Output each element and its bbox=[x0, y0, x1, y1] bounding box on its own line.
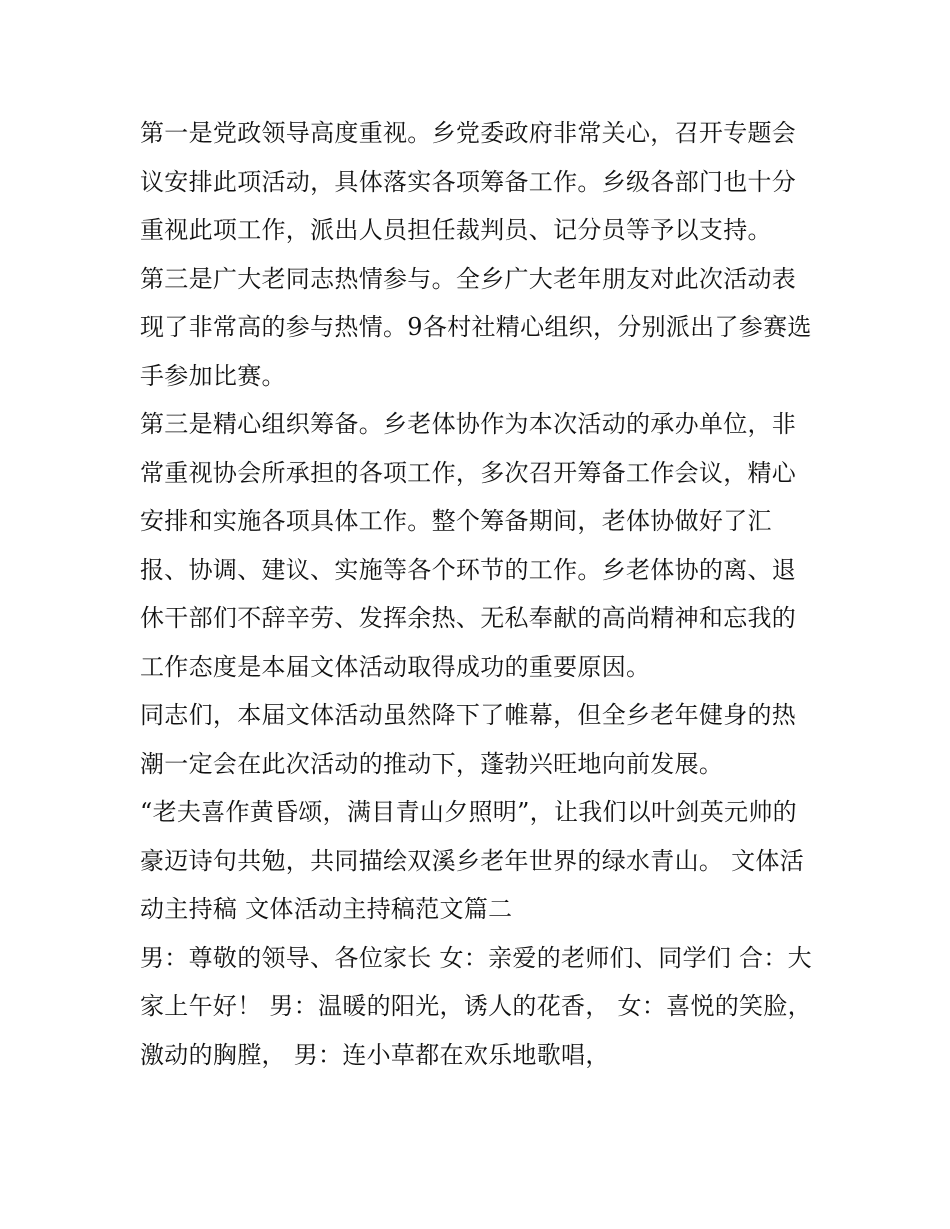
paragraph-leadership: 第一是党政领导高度重视。乡党委政府非常关心，召开专题会议安排此项活动，具体落实各项筹备工作。乡级各部门也十分重视此项工作，派出人员担任裁判员、记分员等予以支持。 bbox=[140, 119, 797, 244]
paragraph-poem: “老夫喜作黄昏颂，满目青山夕照明”，让我们以叶剑英元帅的豪迈诗句共勉，共同描绘双溪乡老年世界的绿水青山。 文体活动主持稿 文体活动主持稿范文篇二 bbox=[140, 798, 805, 923]
paragraph-organization: 第三是精心组织筹备。乡老体协作为本次活动的承办单位，非常重视协会所承担的各项工作，多次召开筹备工作会议，精心安排和实施各项具体工作。整个筹备期间，老体协做好了汇报、协调、建议、实施等各个环节的工作。乡老体协的离、退休干部们不辞辛劳、发挥余热、无私奉献的高尚精神和忘我的工作态度是本届文体活动取得成功的重要原因。 bbox=[140, 410, 797, 681]
document-body bbox=[140, 109, 820, 1079]
paragraph-participation: 第三是广大老同志热情参与。全乡广大老年朋友对此次活动表现了非常高的参与热情。9各村社精心组织，分别派出了参赛选手参加比赛。 bbox=[140, 264, 812, 390]
paragraph-host-script: 男：尊敬的领导、各位家长 女：亲爱的老师们、同学们 合：大家上午好！ 男：温暖的阳光，诱人的花香， 女：喜悦的笑脸，激动的胸膛， 男：连小草都在欢乐地歌唱， bbox=[140, 943, 812, 1069]
paragraph-closing: 同志们，本届文体活动虽然降下了帷幕，但全乡老年健身的热潮一定会在此次活动的推动下，蓬勃兴旺地向前发展。 bbox=[140, 701, 797, 778]
